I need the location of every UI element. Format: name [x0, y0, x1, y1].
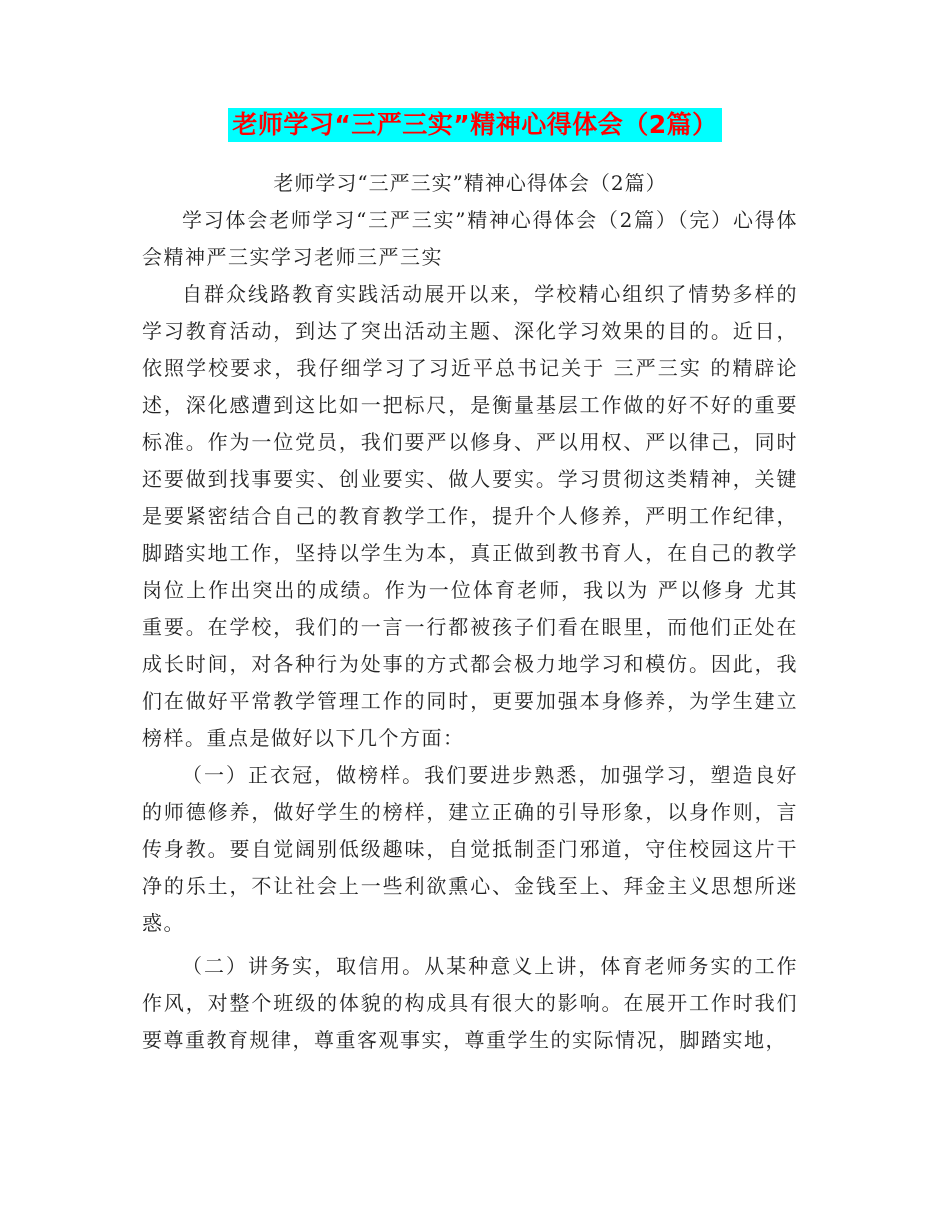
paragraph-point-one: （一）正衣冠，做榜样。我们要进步熟悉，加强学习，塑造良好的师德修养，做好学生的榜样，建立正确的引导形象，以身作则，言传身教。要自觉阔别低级趣味，自觉抵制歪门邪道，守住校园这片干净的乐土，不让社会上一些利欲熏心、金钱至上、拜金主义思想所迷惑。 — [142, 763, 798, 935]
document-subtitle: 老师学习“三严三实”精神心得体会（2篇） — [273, 171, 667, 195]
document-body — [142, 165, 798, 1059]
paragraph-keywords: 学习体会老师学习“三严三实”精神心得体会（2篇）（完）心得体会精神严三实学习老师三严三实 — [142, 208, 798, 269]
document-title: 老师学习“三严三实”精神心得体会（2篇） — [228, 108, 721, 142]
title-container — [0, 108, 950, 142]
paragraph-intro: 自群众线路教育实践活动展开以来，学校精心组织了情势多样的学习教育活动，到达了突出活动主题、深化学习效果的目的。近日，依照学校要求，我仔细学习了习近平总书记关于 三严三实 的精辟论述，深化感遭到这比如一把标尺，是衡量基层工作做的好不好的重要标准。作为一位党员，我们要严以修身、严以用权、严以律己，同时还要做到找事要实、创业要实、做人要实。学习贯彻这类精神，关键是要紧密结合自己的教育教学工作，提升个人修养，严明工作纪律，脚踏实地工作，坚持以学生为本，真正做到教书育人，在自己的教学岗位上作出突出的成绩。作为一位体育老师，我以为 严以修身 尤其重要。在学校，我们的一言一行都被孩子们看在眼里，而他们正处在成长时间，对各种行为处事的方式都会极力地学习和模仿。因此，我们在做好平常教学管理工作的同时，更要加强本身修养，为学生建立榜样。重点是做好以下几个方面： — [142, 282, 798, 750]
paragraph-point-two: （二）讲务实，取信用。从某种意义上讲，体育老师务实的工作作风，对整个班级的体貌的构成具有很大的影响。在展开工作时我们要尊重教育规律，尊重客观事实，尊重学生的实际情况，脚踏实地， — [142, 954, 798, 1052]
